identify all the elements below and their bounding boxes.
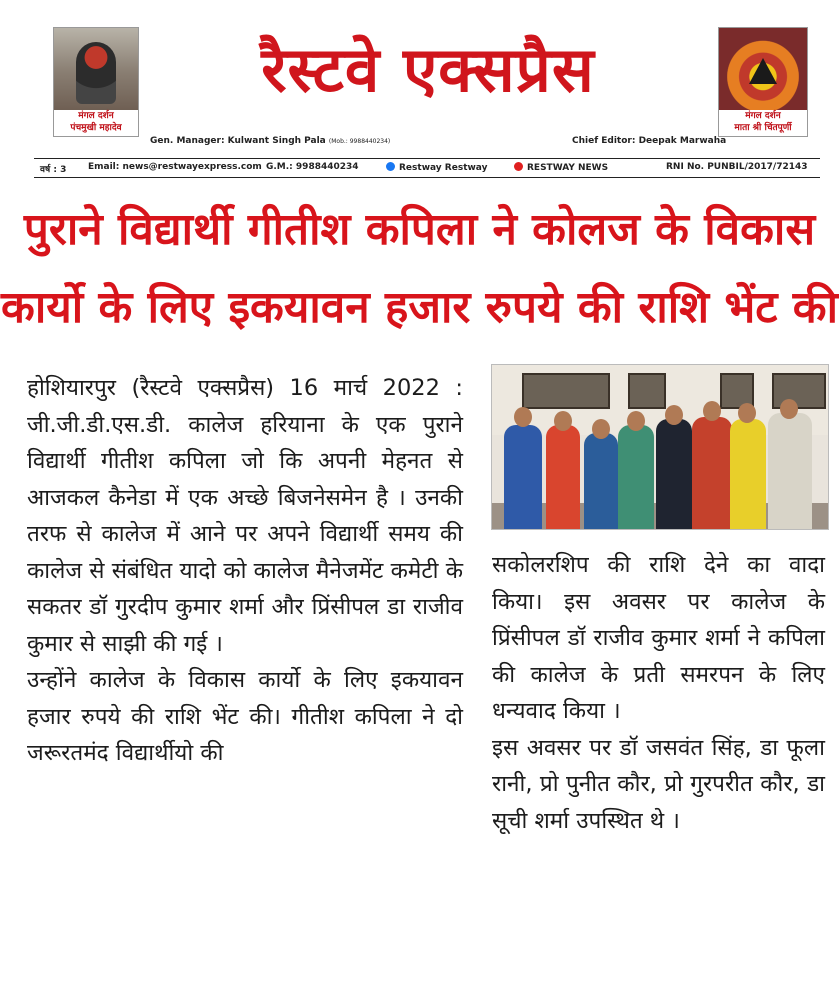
person-head bbox=[665, 405, 683, 425]
mata-chintpurni-image bbox=[718, 27, 808, 137]
info-bar bbox=[34, 158, 820, 178]
right-deity-caption: मंगल दर्शन माता श्री चिंतपूर्णी bbox=[719, 110, 807, 136]
person bbox=[730, 419, 766, 529]
general-manager: Gen. Manager: Kulwant Singh Pala (Mob.: 9988440234) bbox=[150, 136, 391, 146]
person-head bbox=[514, 407, 532, 427]
headline-line-2: कार्यो के लिए इकयावन हजार रुपये की राशि भेंट की bbox=[1, 282, 838, 333]
person-head bbox=[554, 411, 572, 431]
panchmukhi-mahadev-image bbox=[53, 27, 139, 137]
person-head bbox=[627, 411, 645, 431]
email-text: Email: news@restwayexpress.com bbox=[88, 162, 262, 172]
person bbox=[768, 413, 812, 529]
person-head bbox=[738, 403, 756, 423]
article-right-column bbox=[492, 547, 825, 839]
chief-editor: Chief Editor: Deepak Marwaha bbox=[572, 136, 727, 146]
person bbox=[504, 425, 542, 529]
person-head bbox=[592, 419, 610, 439]
person bbox=[584, 433, 618, 529]
headline-line-1: पुराने विद्यार्थी गीतीश कपिला ने कोलज के विकास bbox=[23, 204, 816, 255]
facebook-link[interactable]: Restway Restway bbox=[386, 162, 487, 173]
year-label: वर्ष : 3 bbox=[40, 165, 67, 175]
person bbox=[692, 417, 732, 529]
facebook-icon bbox=[386, 162, 395, 171]
person bbox=[618, 425, 654, 529]
newspaper-title: रैस्टवे एक्सप्रैस bbox=[261, 33, 595, 106]
group-photo bbox=[491, 364, 829, 530]
article-paragraph: सकोलरशिप की राशि देने का वादा किया। इस अवसर पर कालेज के प्रिंसीपल डॉ राजीव कुमार शर्मा ने कपिला की कालेज के प्रती समरपन के लिए धन्यवाद किया । bbox=[492, 552, 825, 724]
person bbox=[546, 425, 580, 529]
article-paragraph: उन्होंने कालेज के विकास कार्यो के लिए इकयावन हजार रुपये की राशि भेंट की। गीतीश कपिला ने दो जरूरतमंद विद्यार्थीयो की bbox=[27, 667, 463, 766]
masthead bbox=[0, 0, 839, 150]
person bbox=[656, 419, 692, 529]
article-paragraph: होशियारपुर (रैस्टवे एक्सप्रैस) 16 मार्च 2022 : जी.जी.डी.एस.डी. कालेज हरियाना के एक पुराने विद्यार्थी गीतीश कपिला जो कि अपनी मेहनत से आजकल कैनेडा में एक अच्छे बिजनेसमेन है । उनकी तरफ से कालेज में आने पर अपने विद्यार्थी समय की कालेज से संबंधित यादो को कालेज मैनेजमेंट कमेटी के सकतर डॉ गुरदीप कुमार शर्मा और प्रिंसीपल डा राजीव कुमार से साझी की गई । bbox=[27, 375, 463, 657]
person-head bbox=[703, 401, 721, 421]
article-left-column bbox=[27, 370, 463, 772]
wall-frame bbox=[522, 373, 610, 409]
person-head bbox=[780, 399, 798, 419]
youtube-link[interactable]: RESTWAY NEWS bbox=[514, 162, 608, 173]
rni-number: RNI No. PUNBIL/2017/72143 bbox=[666, 162, 808, 172]
gm-phone: G.M.: 9988440234 bbox=[266, 162, 359, 172]
wall-frame bbox=[628, 373, 666, 409]
left-deity-caption: मंगल दर्शन पंचमुखी महादेव bbox=[54, 110, 138, 136]
deity-figure bbox=[749, 58, 777, 84]
deity-figure bbox=[76, 42, 116, 104]
article-paragraph: इस अवसर पर डॉ जसवंत सिंह, डा फूला रानी, प्रो पुनीत कौर, प्रो गुरपरीत कौर, डा सूची शर्मा उपस्थित थे । bbox=[492, 734, 825, 834]
youtube-icon bbox=[514, 162, 523, 171]
gm-mobile: (Mob.: 9988440234) bbox=[328, 138, 391, 145]
